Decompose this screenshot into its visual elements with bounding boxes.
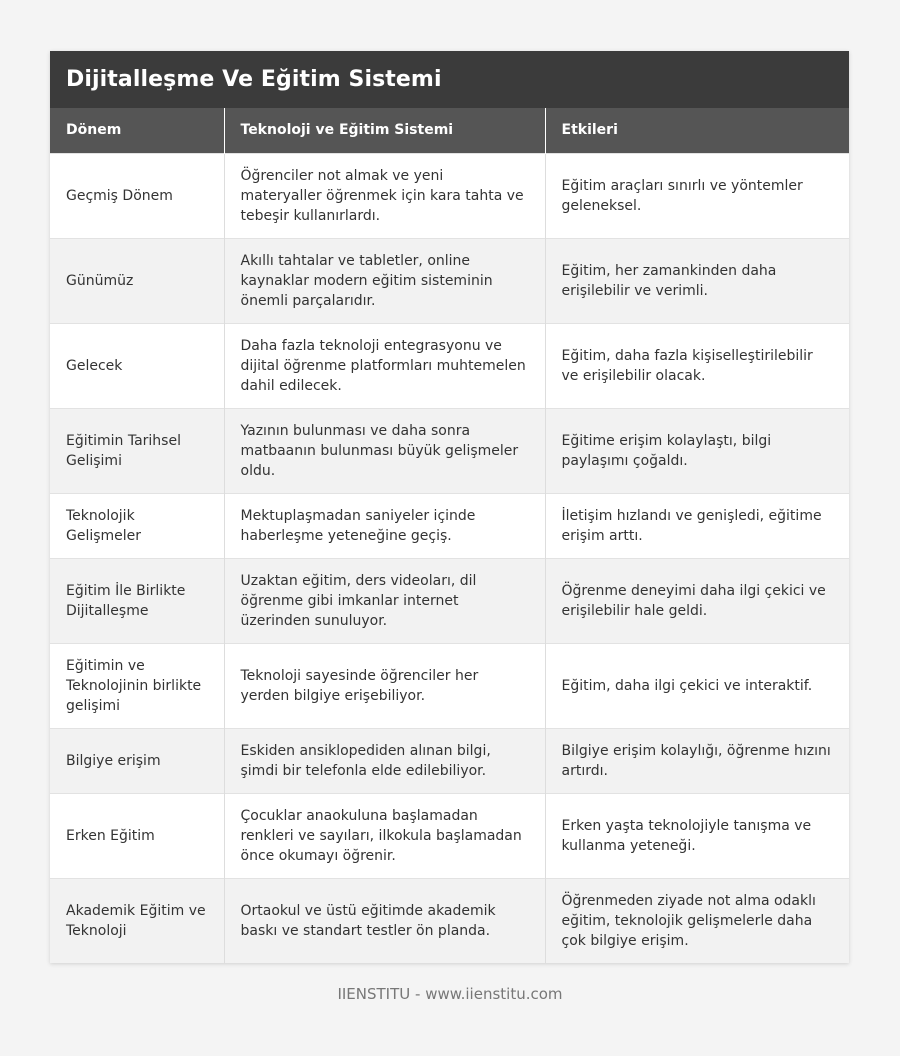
cell-period: Bilgiye erişim [50, 728, 224, 793]
cell-effects: Eğitim, her zamankinden daha erişilebilir ve verimli. [545, 238, 849, 323]
cell-technology: Uzaktan eğitim, ders videoları, dil öğrenme gibi imkanlar internet üzerinden sunuluyor. [224, 558, 545, 643]
data-table [50, 108, 849, 963]
table-row [50, 728, 849, 793]
cell-effects: Eğitim, daha ilgi çekici ve interaktif. [545, 643, 849, 728]
table-row [50, 558, 849, 643]
table-row [50, 408, 849, 493]
table-card [50, 51, 849, 963]
cell-effects: Erken yaşta teknolojiyle tanışma ve kullanma yeteneği. [545, 793, 849, 878]
cell-period: Teknolojik Gelişmeler [50, 493, 224, 558]
cell-technology: Ortaokul ve üstü eğitimde akademik baskı ve standart testler ön planda. [224, 878, 545, 963]
cell-period: Eğitim İle Birlikte Dijitalleşme [50, 558, 224, 643]
page-title: Dijitalleşme Ve Eğitim Sistemi [66, 67, 442, 92]
table-row [50, 878, 849, 963]
column-header-effects: Etkileri [545, 108, 849, 153]
table-row [50, 323, 849, 408]
cell-period: Akademik Eğitim ve Teknoloji [50, 878, 224, 963]
table-row [50, 493, 849, 558]
table-row [50, 793, 849, 878]
cell-effects: İletişim hızlandı ve genişledi, eğitime erişim arttı. [545, 493, 849, 558]
cell-effects: Eğitim araçları sınırlı ve yöntemler geleneksel. [545, 153, 849, 238]
cell-period: Geçmiş Dönem [50, 153, 224, 238]
cell-effects: Öğrenmeden ziyade not alma odaklı eğitim, teknolojik gelişmelerle daha çok bilgiye erişim. [545, 878, 849, 963]
column-header-period: Dönem [50, 108, 224, 153]
header-row [50, 108, 849, 153]
cell-period: Eğitimin Tarihsel Gelişimi [50, 408, 224, 493]
cell-effects: Öğrenme deneyimi daha ilgi çekici ve erişilebilir hale geldi. [545, 558, 849, 643]
cell-period: Gelecek [50, 323, 224, 408]
cell-technology: Akıllı tahtalar ve tabletler, online kaynaklar modern eğitim sisteminin önemli parçalarıdır. [224, 238, 545, 323]
cell-effects: Bilgiye erişim kolaylığı, öğrenme hızını artırdı. [545, 728, 849, 793]
cell-technology: Yazının bulunması ve daha sonra matbaanın bulunması büyük gelişmeler oldu. [224, 408, 545, 493]
cell-period: Günümüz [50, 238, 224, 323]
column-header-technology: Teknoloji ve Eğitim Sistemi [224, 108, 545, 153]
title-bar [50, 51, 849, 108]
table-row [50, 153, 849, 238]
table-row [50, 643, 849, 728]
cell-period: Erken Eğitim [50, 793, 224, 878]
table-row [50, 238, 849, 323]
cell-technology: Öğrenciler not almak ve yeni materyaller öğrenmek için kara tahta ve tebeşir kullanırlardı. [224, 153, 545, 238]
cell-technology: Mektuplaşmadan saniyeler içinde haberleşme yeteneğine geçiş. [224, 493, 545, 558]
cell-technology: Teknoloji sayesinde öğrenciler her yerden bilgiye erişebiliyor. [224, 643, 545, 728]
footer-credit: IIENSTITU - www.iienstitu.com [337, 985, 563, 1003]
cell-technology: Çocuklar anaokuluna başlamadan renkleri ve sayıları, ilkokula başlamadan önce okumayı öğrenir. [224, 793, 545, 878]
cell-period: Eğitimin ve Teknolojinin birlikte gelişimi [50, 643, 224, 728]
cell-technology: Eskiden ansiklopediden alınan bilgi, şimdi bir telefonla elde edilebiliyor. [224, 728, 545, 793]
cell-effects: Eğitim, daha fazla kişiselleştirilebilir ve erişilebilir olacak. [545, 323, 849, 408]
cell-technology: Daha fazla teknoloji entegrasyonu ve dijital öğrenme platformları muhtemelen dahil edilecek. [224, 323, 545, 408]
cell-effects: Eğitime erişim kolaylaştı, bilgi paylaşımı çoğaldı. [545, 408, 849, 493]
